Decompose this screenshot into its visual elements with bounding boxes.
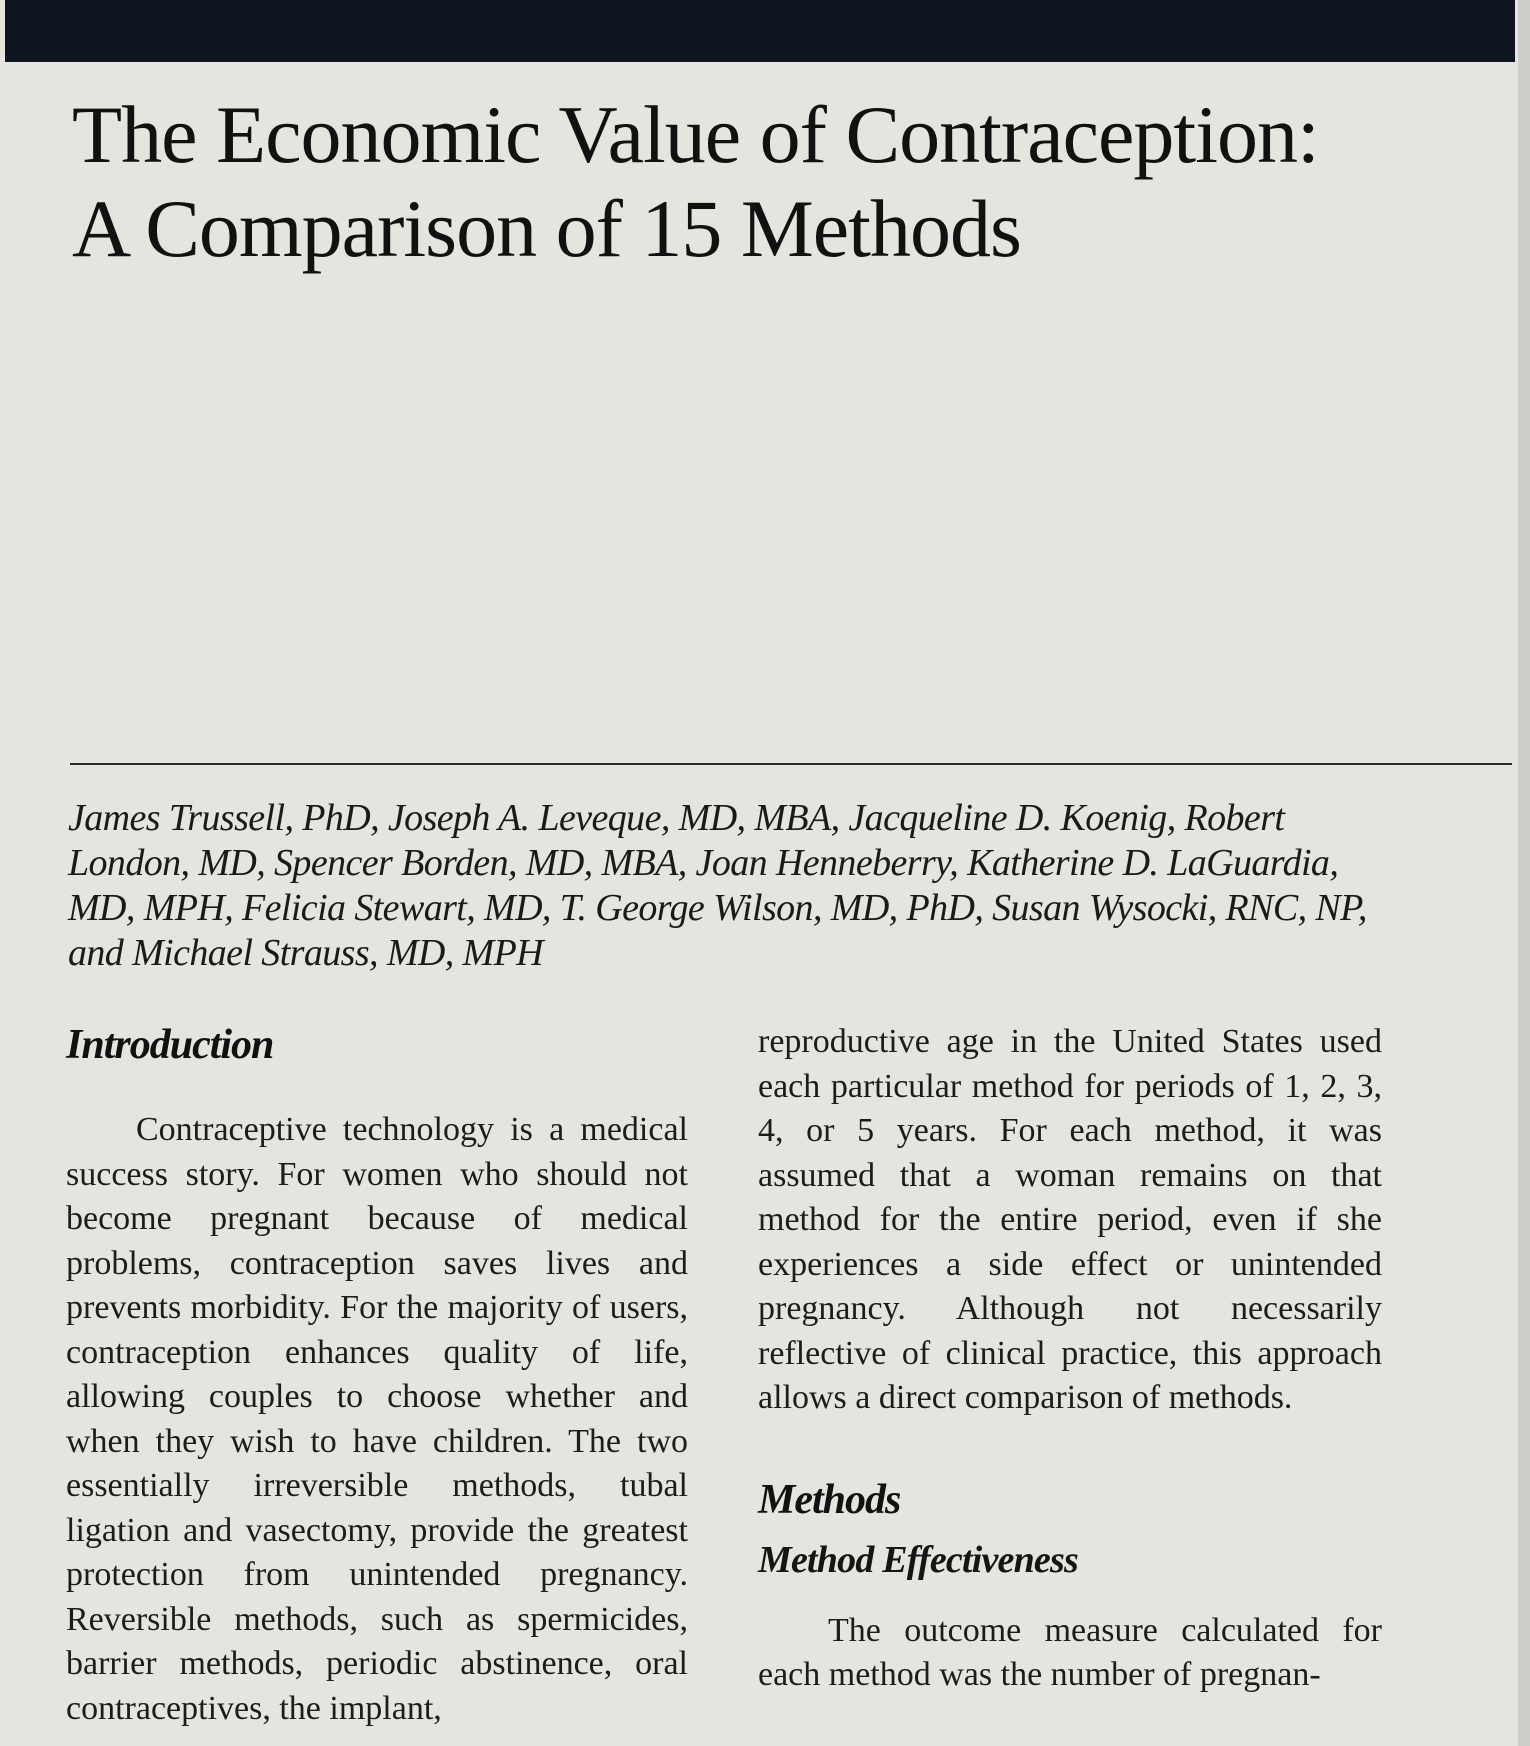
- left-column: [66, 1020, 688, 1731]
- methods-paragraph: The outcome measure calculated for each method was the number of pregnan-: [758, 1611, 1382, 1693]
- divider-rule: [70, 763, 1512, 765]
- introduction-paragraph: Contraceptive technology is a medical success story. For women who should not become pregnant because of medical problems, contraception saves lives and prevents morbidity. For the majority of users, contraception enhances quality of life, allowing couples to choose whether and when they wish to have children. The two essentially irreversible methods, tubal ligation and vasectomy, provide the greatest protection from unintended pregnancy. Reversible methods, such as spermicides, barrier methods, periodic abstinence, oral contraceptives, the implant,: [66, 1111, 688, 1727]
- title-line-1: The Economic Value of Contraception:: [72, 89, 1319, 180]
- method-effectiveness-subheading: Method Effectiveness: [758, 1538, 1078, 1581]
- right-column: [758, 1020, 1382, 1698]
- author-list: James Trussell, PhD, Joseph A. Leveque, MD, MBA, Jacqueline D. Koenig, Robert London, MD, Spencer Borden, MD, MBA, Joan Henneberry, Katherine D. LaGuardia, MD, MPH, Felicia Stewart, MD, T. George Wilson, MD, PhD, Susan Wysocki, RNC, NP, and Michael Strauss, MD, MPH: [68, 797, 1367, 974]
- header-bar: [5, 0, 1515, 62]
- page-edge: [1518, 0, 1530, 1746]
- methods-heading: Methods: [758, 1476, 901, 1523]
- introduction-heading: Introduction: [66, 1022, 274, 1068]
- article-title: [72, 88, 1472, 276]
- title-line-2: A Comparison of 15 Methods: [72, 183, 1021, 274]
- continued-paragraph: reproductive age in the United States used each particular method for periods of 1, 2, 3, 4, or 5 years. For each method, it was assumed that a woman remains on that method for the entire period, even if she experiences a side effect or unintended pregnancy. Although not necessarily reflective of clinical practice, this approach allows a direct comparison of methods.: [758, 1023, 1382, 1416]
